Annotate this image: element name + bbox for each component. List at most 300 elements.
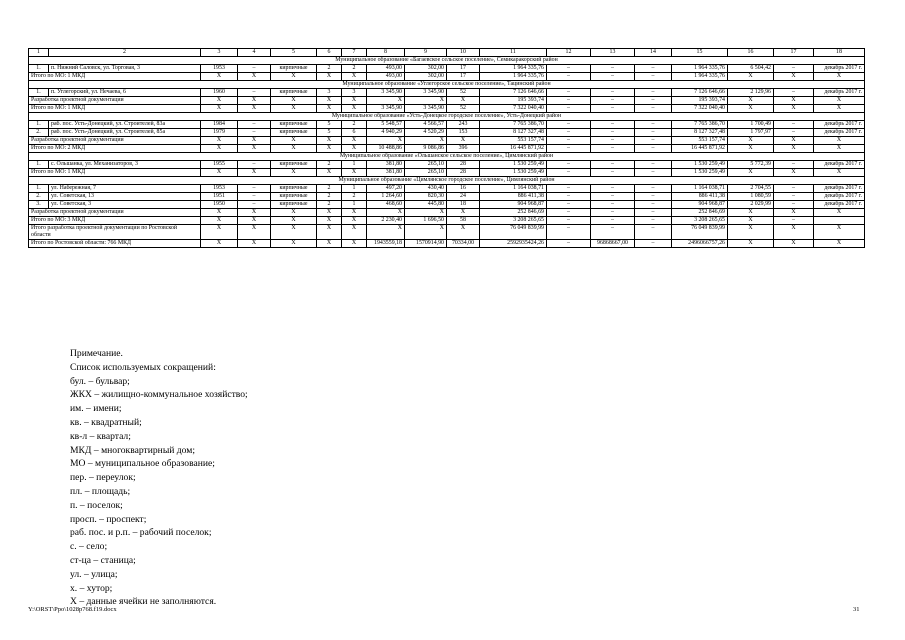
table-cell: 396	[447, 145, 480, 153]
table-cell: 1.	[29, 89, 49, 97]
table-cell: 76 049 839,99	[480, 225, 547, 240]
table-cell: –	[591, 121, 635, 129]
table-cell: 1.	[29, 161, 49, 169]
table-cell: Х	[774, 240, 814, 248]
table-cell: Х	[201, 225, 238, 240]
total-label: Итого по МО: 1 МКД	[29, 73, 201, 81]
table-cell: Х	[728, 169, 774, 177]
table-cell: 497,20	[367, 185, 405, 193]
table-cell: кирпичные	[271, 121, 317, 129]
table-cell: Х	[201, 240, 238, 248]
table-cell: –	[635, 65, 672, 73]
table-cell: –	[774, 193, 814, 201]
table-cell: 1955	[201, 161, 238, 169]
column-number: 9	[405, 49, 447, 57]
notes-subtitle: Список используемых сокращений:	[70, 361, 216, 373]
section-row	[29, 153, 865, 161]
table-cell: 1 530 259,49	[672, 161, 728, 169]
total-row	[29, 137, 865, 145]
table-cell: 1 530 259,49	[480, 169, 547, 177]
table-cell: 70334,00	[447, 240, 480, 248]
table-cell: 2	[342, 193, 367, 201]
table-cell: с. Ольшанка, ул. Механизаторов, 3	[49, 161, 201, 169]
table-cell: 52	[447, 105, 480, 113]
table-cell: 1570914,90	[405, 240, 447, 248]
table-cell: 553 157,74	[672, 137, 728, 145]
table-cell: 1984	[201, 121, 238, 129]
table-cell: Х	[201, 145, 238, 153]
table-cell: 2.	[29, 193, 49, 201]
table-cell: 1 964 335,76	[672, 65, 728, 73]
table-cell: ул. Советская, 3	[49, 201, 201, 209]
column-number: 10	[447, 49, 480, 57]
table-cell: –	[635, 169, 672, 177]
table-cell: Х	[201, 209, 238, 217]
column-number: 2	[49, 49, 201, 57]
table-cell: 1 164 038,71	[672, 185, 728, 193]
table-row	[29, 121, 865, 129]
column-number: 4	[238, 49, 271, 57]
table-cell: Х	[342, 169, 367, 177]
table-cell: 553 157,74	[480, 137, 547, 145]
table-cell: –	[635, 97, 672, 105]
table-cell: Х	[367, 225, 405, 240]
table-cell: 1	[342, 161, 367, 169]
column-number: 8	[367, 49, 405, 57]
table-cell: 1 700,49	[728, 121, 774, 129]
total-row	[29, 225, 865, 240]
abbreviation-item: МО – муниципальное образование;	[70, 458, 215, 470]
table-cell: Х	[728, 137, 774, 145]
table-cell: Х	[238, 169, 271, 177]
table-cell: 16 445 871,92	[672, 145, 728, 153]
table-cell: 9 086,86	[405, 145, 447, 153]
table-cell: 1 964 335,76	[672, 73, 728, 81]
table-cell: 3 345,90	[367, 89, 405, 97]
table-cell: –	[635, 145, 672, 153]
table-cell: 381,80	[367, 161, 405, 169]
table-cell: Х	[814, 97, 865, 105]
abbreviation-item: ст-ца – станица;	[70, 554, 136, 566]
total-row	[29, 169, 865, 177]
table-cell: 445,80	[405, 201, 447, 209]
table-cell: раб. пос. Усть-Донецкий, ул. Строителей, 83а	[49, 121, 201, 129]
table-cell: 7 322 040,40	[480, 105, 547, 113]
section-title: Муниципальное образование «Усть-Донецкое городское поселение», Усть-Донецкий район	[29, 113, 865, 121]
table-cell: Х	[342, 145, 367, 153]
table-cell: Х	[774, 97, 814, 105]
table-cell: 5 772,39	[728, 161, 774, 169]
table-cell: Х	[814, 225, 865, 240]
total-row	[29, 145, 865, 153]
total-label: Разработка проектной документации	[29, 137, 201, 145]
column-number-row	[29, 49, 865, 57]
table-cell: –	[635, 201, 672, 209]
total-label: Итого по МО: 2 МКД	[29, 145, 201, 153]
table-cell: –	[547, 145, 591, 153]
section-row	[29, 177, 865, 185]
table-cell: Х	[271, 105, 317, 113]
total-label: Разработка проектной документации	[29, 209, 201, 217]
table-cell: 886 411,38	[672, 193, 728, 201]
table-cell: Х	[774, 137, 814, 145]
table-cell: 886 411,38	[480, 193, 547, 201]
table-cell: 1953	[201, 185, 238, 193]
table-cell: –	[238, 121, 271, 129]
table-cell: –	[774, 217, 814, 225]
table-cell: 2 029,99	[728, 201, 774, 209]
table-cell: 1.	[29, 185, 49, 193]
table-cell: 1	[342, 201, 367, 209]
table-cell: Х	[271, 240, 317, 248]
table-cell: декабрь 2017 г.	[814, 185, 865, 193]
table-cell: Х	[317, 209, 342, 217]
table-cell: –	[774, 65, 814, 73]
table-cell: кирпичные	[271, 65, 317, 73]
table-cell: кирпичные	[271, 193, 317, 201]
table-cell: Х	[728, 97, 774, 105]
table-cell: –	[774, 129, 814, 137]
table-cell: 1 797,97	[728, 129, 774, 137]
table-cell: –	[238, 129, 271, 137]
table-cell: Х	[447, 209, 480, 217]
total-label: Итого разработка проектной документации по Ростовской области	[29, 225, 201, 240]
table-cell: –	[547, 209, 591, 217]
total-row	[29, 97, 865, 105]
table-cell: 16 445 871,92	[480, 145, 547, 153]
table-cell: Х	[271, 169, 317, 177]
table-cell: –	[635, 217, 672, 225]
table-cell: –	[635, 121, 672, 129]
table-cell: –	[635, 225, 672, 240]
table-cell: раб. пос. Усть-Донецкий, ул. Строителей, 85а	[49, 129, 201, 137]
table-cell: Х	[342, 240, 367, 248]
table-cell: 1 964 335,76	[480, 73, 547, 81]
table-cell: –	[635, 105, 672, 113]
table-cell: –	[591, 137, 635, 145]
total-row	[29, 105, 865, 113]
table-row	[29, 65, 865, 73]
table-cell: Х	[317, 145, 342, 153]
table-cell: 1 264,60	[367, 193, 405, 201]
section-title: Муниципальное образование «Цимлянское городское поселение», Цимлянский район	[29, 177, 865, 185]
table-cell: 3 345,90	[405, 105, 447, 113]
table-cell: –	[547, 129, 591, 137]
table-cell: Х	[774, 105, 814, 113]
table-cell: –	[238, 193, 271, 201]
table-cell: Х	[201, 169, 238, 177]
table-cell: –	[238, 201, 271, 209]
table-cell: 3 345,90	[367, 105, 405, 113]
table-cell: –	[591, 89, 635, 97]
table-cell: декабрь 2017 г.	[814, 129, 865, 137]
table-row	[29, 185, 865, 193]
table-cell: Х	[447, 225, 480, 240]
table-cell: 153	[447, 129, 480, 137]
abbreviation-item: ул. – улица;	[70, 568, 118, 580]
table-cell: 1 530 259,49	[480, 161, 547, 169]
column-number: 3	[201, 49, 238, 57]
table-cell: 2	[342, 121, 367, 129]
table-cell: 302,00	[405, 73, 447, 81]
page-number: 31	[853, 606, 860, 613]
table-cell: –	[591, 129, 635, 137]
table-cell: 2 230,40	[367, 217, 405, 225]
table-cell: декабрь 2017 г.	[814, 193, 865, 201]
table-cell: Х	[317, 169, 342, 177]
table-cell: –	[547, 193, 591, 201]
table-cell: Х	[271, 73, 317, 81]
total-row	[29, 217, 865, 225]
section-row	[29, 113, 865, 121]
table-cell: 1953	[201, 65, 238, 73]
notes-title: Примечание.	[70, 348, 123, 359]
total-label: Итого по МО: 1 МКД	[29, 105, 201, 113]
table-row	[29, 193, 865, 201]
table-cell: Х	[201, 105, 238, 113]
table-cell: 6	[342, 129, 367, 137]
table-cell: 8 127 327,48	[480, 129, 547, 137]
table-cell: 5	[317, 129, 342, 137]
table-cell: 7 126 646,66	[672, 89, 728, 97]
table-cell: –	[774, 89, 814, 97]
column-number: 6	[317, 49, 342, 57]
table-cell: 8 127 327,48	[672, 129, 728, 137]
table-cell: 1951	[201, 193, 238, 201]
table-cell: –	[635, 137, 672, 145]
table-cell: 468,60	[367, 201, 405, 209]
table-row	[29, 89, 865, 97]
table-cell: 2592935424,26	[480, 240, 547, 248]
total-label: Итого по МО: 3 МКД	[29, 217, 201, 225]
table-cell: декабрь 2017 г.	[814, 65, 865, 73]
section-title: Муниципальное образование «Багаевское сельское поселение», Семикаракорский район	[29, 57, 865, 65]
table-cell: 2	[317, 193, 342, 201]
table-cell: кирпичные	[271, 201, 317, 209]
table-cell: 1 164 038,71	[480, 185, 547, 193]
table-cell: –	[547, 240, 591, 248]
table-cell: –	[547, 89, 591, 97]
table-cell: Х	[814, 73, 865, 81]
table-cell: –	[591, 169, 635, 177]
table-cell: Х	[728, 225, 774, 240]
table-cell: 96868667,00	[591, 240, 635, 248]
column-number: 12	[547, 49, 591, 57]
table-cell: Х	[238, 217, 271, 225]
table-cell: –	[238, 161, 271, 169]
table-cell: –	[635, 193, 672, 201]
table-cell: декабрь 2017 г.	[814, 89, 865, 97]
table-cell: –	[774, 161, 814, 169]
table-cell: Х	[774, 209, 814, 217]
table-cell: 1 530 259,49	[672, 169, 728, 177]
table-cell: –	[635, 129, 672, 137]
table-cell: 58	[447, 217, 480, 225]
table-cell: 3	[342, 89, 367, 97]
table-cell: –	[547, 105, 591, 113]
table-cell: Х	[238, 137, 271, 145]
table-cell: Х	[317, 225, 342, 240]
table-cell: 493,00	[367, 65, 405, 73]
table-cell: кирпичные	[271, 161, 317, 169]
table-cell: Х	[238, 240, 271, 248]
table-cell: –	[547, 97, 591, 105]
table-cell: декабрь 2017 г.	[814, 121, 865, 129]
abbreviation-item: бул. – бульвар;	[70, 375, 130, 387]
column-number: 7	[342, 49, 367, 57]
table-cell: декабрь 2017 г.	[814, 201, 865, 209]
table-cell: 4 566,57	[405, 121, 447, 129]
table-cell: Х	[342, 209, 367, 217]
table-cell: 1.	[29, 121, 49, 129]
table-cell: Х	[405, 209, 447, 217]
table-cell: 2 704,55	[728, 185, 774, 193]
table-cell: –	[547, 225, 591, 240]
table-cell: 1 696,50	[405, 217, 447, 225]
column-number: 16	[728, 49, 774, 57]
table-cell: 252 846,69	[672, 209, 728, 217]
notes-block	[70, 347, 248, 609]
table-cell: 7 765 386,70	[672, 121, 728, 129]
table-cell: 2	[317, 65, 342, 73]
table-cell: Х	[342, 105, 367, 113]
table-cell: 493,00	[367, 73, 405, 81]
abbreviation-item: им. – имени;	[70, 403, 122, 415]
table-cell: 1943559,18	[367, 240, 405, 248]
table-cell: –	[591, 185, 635, 193]
table-cell: –	[547, 217, 591, 225]
table-cell: 7 322 040,40	[672, 105, 728, 113]
table-cell: –	[547, 201, 591, 209]
table-cell: 3 345,90	[405, 89, 447, 97]
table-cell: Х	[317, 105, 342, 113]
table-cell: 6 504,42	[728, 65, 774, 73]
table-cell: –	[547, 169, 591, 177]
section-row	[29, 57, 865, 65]
table-cell: 2 129,96	[728, 89, 774, 97]
table-cell: кирпичные	[271, 185, 317, 193]
table-cell: Х	[238, 209, 271, 217]
table-cell: Х	[271, 225, 317, 240]
table-cell: п. Нижний Саловск, ул. Торговая, 3	[49, 65, 201, 73]
table-cell: Х	[201, 217, 238, 225]
table-cell: 430,40	[405, 185, 447, 193]
table-cell: Х	[728, 209, 774, 217]
table-cell: Х	[238, 225, 271, 240]
total-label: Разработка проектной документации	[29, 97, 201, 105]
column-number: 13	[591, 49, 635, 57]
table-cell: 28	[447, 169, 480, 177]
column-number: 1	[29, 49, 49, 57]
total-label: Итого по МО: 1 МКД	[29, 169, 201, 177]
table-cell: Х	[342, 225, 367, 240]
abbreviation-item: кв. – квадратный;	[70, 416, 142, 428]
table-cell: Х	[774, 169, 814, 177]
register-table	[28, 48, 865, 248]
table-cell: 243	[447, 121, 480, 129]
table-cell: 265,10	[405, 169, 447, 177]
table-cell: –	[635, 161, 672, 169]
table-cell: 3 208 265,65	[672, 217, 728, 225]
column-number: 18	[814, 49, 865, 57]
table-cell: 1 964 335,76	[480, 65, 547, 73]
table-cell: Х	[271, 209, 317, 217]
table-cell: 2	[342, 65, 367, 73]
table-cell: 4 940,29	[367, 129, 405, 137]
table-cell: –	[547, 137, 591, 145]
table-cell: кирпичные	[271, 129, 317, 137]
table-cell: Х	[238, 105, 271, 113]
table-cell	[814, 217, 865, 225]
table-cell: 4 520,29	[405, 129, 447, 137]
table-cell: 5	[317, 121, 342, 129]
abbreviation-item: пер. – переулок;	[70, 472, 136, 484]
column-number: 5	[271, 49, 317, 57]
table-cell: 1960	[201, 89, 238, 97]
table-cell: Х	[814, 145, 865, 153]
table-cell: –	[635, 240, 672, 248]
table-cell: 17	[447, 65, 480, 73]
table-cell: Х	[774, 73, 814, 81]
table-cell: Х	[814, 240, 865, 248]
table-cell: –	[774, 185, 814, 193]
table-cell: кирпичные	[271, 89, 317, 97]
table-cell: 24	[447, 193, 480, 201]
table-cell: –	[547, 65, 591, 73]
table-cell: 5 548,57	[367, 121, 405, 129]
total-label: Итого по Ростовской области: 766 МКД	[29, 240, 201, 248]
column-number: 14	[635, 49, 672, 57]
table-cell: Х	[814, 105, 865, 113]
table-cell: –	[547, 121, 591, 129]
table-cell: 52	[447, 89, 480, 97]
table-cell: 28	[447, 161, 480, 169]
table-cell: –	[591, 105, 635, 113]
table-cell: Х	[405, 137, 447, 145]
abbreviation-item: пл. – площадь;	[70, 485, 131, 497]
table-cell: –	[547, 73, 591, 81]
table-cell: –	[591, 161, 635, 169]
table-cell: Х	[317, 73, 342, 81]
table-cell: –	[238, 65, 271, 73]
column-number: 15	[672, 49, 728, 57]
table-cell: –	[547, 161, 591, 169]
table-cell: –	[591, 73, 635, 81]
table-cell: 2	[317, 185, 342, 193]
abbreviation-list	[70, 375, 248, 610]
column-number: 17	[774, 49, 814, 57]
table-cell: Х	[271, 97, 317, 105]
table-cell: –	[591, 193, 635, 201]
table-cell: декабрь 2017 г.	[814, 161, 865, 169]
table-cell: –	[591, 201, 635, 209]
total-row	[29, 209, 865, 217]
table-cell: ул. Советская, 13	[49, 193, 201, 201]
table-cell: 18	[447, 201, 480, 209]
table-cell: Х	[238, 97, 271, 105]
table-cell: Х	[367, 97, 405, 105]
table-cell: Х	[317, 137, 342, 145]
table-cell: –	[774, 121, 814, 129]
table-cell: Х	[342, 73, 367, 81]
table-cell: 3.	[29, 201, 49, 209]
table-cell: ул. Набережная, 7	[49, 185, 201, 193]
abbreviation-item: раб. пос. и р.п. – рабочий поселок;	[70, 527, 212, 539]
section-title: Муниципальное образование «Ольшанское сельское поселение», Цимлянский район	[29, 153, 865, 161]
table-cell: Х	[367, 209, 405, 217]
table-cell: Х	[342, 217, 367, 225]
table-cell: Х	[238, 145, 271, 153]
